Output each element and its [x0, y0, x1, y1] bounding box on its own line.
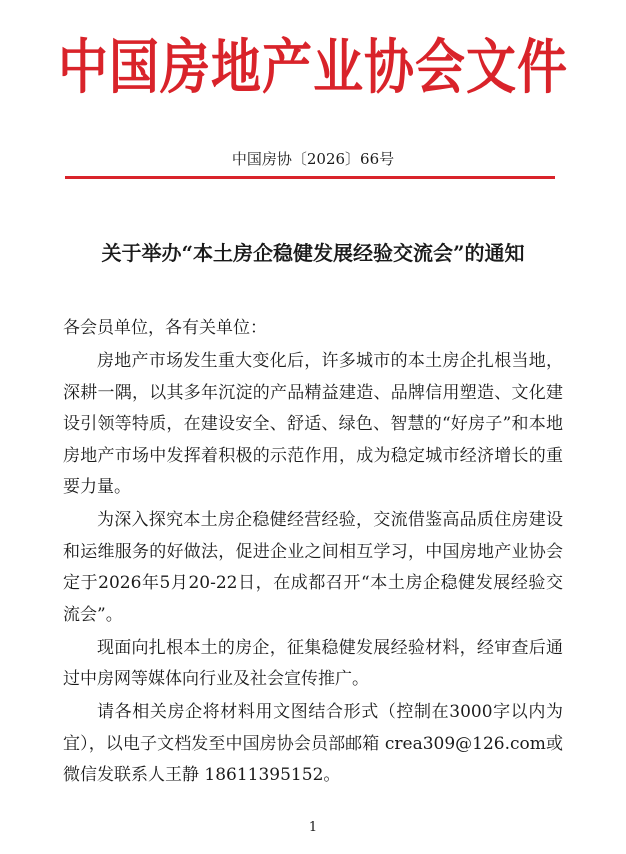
body-paragraph: 为深入探究本土房企稳健经营经验，交流借鉴高品质住房建设和运维服务的好做法，促进企业之间相互学习，中国房地产业协会定于2026年5月20-22日，在成都召开“本土房企稳健发展经验交流会”。 — [63, 510, 563, 625]
org-header-title: 中国房地产业协会文件 — [58, 32, 568, 102]
page-number: 1 — [308, 820, 318, 835]
body-paragraph: 现面向扎根本土的房企，征集稳健发展经验材料，经审查后通过中房网等媒体向行业及社会宣传推广。 — [63, 637, 563, 689]
notice-body — [63, 313, 563, 792]
document-number: 中国房协〔2026〕66号 — [231, 150, 395, 168]
body-paragraph: 房地产市场发生重大变化后，许多城市的本土房企扎根当地，深耕一隅，以其多年沉淀的产品精益建造、品牌信用塑造、文化建设引领等特质，在建设安全、舒适、绿色、智慧的“好房子”和本地房地产市场中发挥着积极的示范作用，成为稳定城市经济增长的重要力量。 — [63, 351, 563, 497]
salutation: 各会员单位，各有关单位： — [63, 318, 267, 338]
body-paragraph: 请各相关房企将材料用文图结合形式（控制在3000字以内为宜），以电子文档发至中国房协会员部邮箱 crea309@126.com或微信发联系人王静 18611395152。 — [63, 702, 563, 785]
notice-title: 关于举办“本土房企稳健发展经验交流会”的通知 — [101, 241, 525, 265]
header-red-divider — [65, 176, 555, 179]
